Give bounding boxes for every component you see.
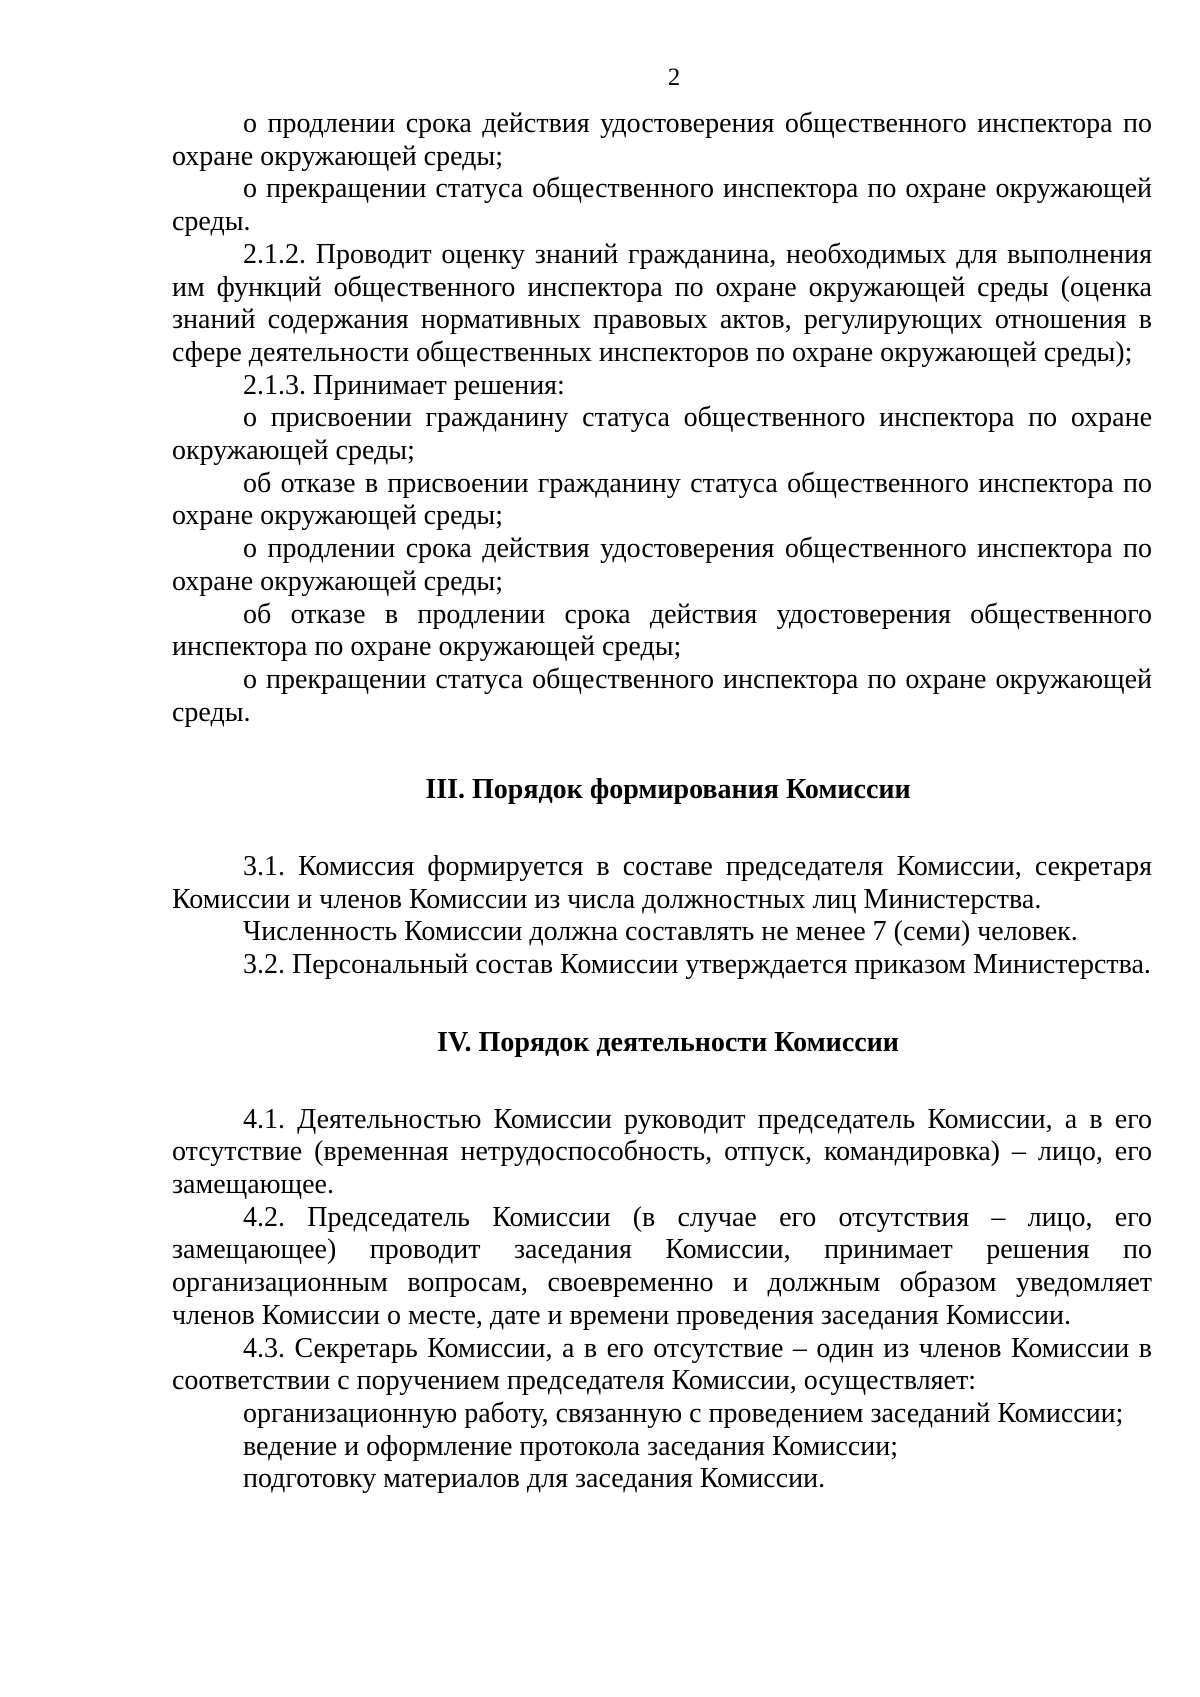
paragraph: Численность Комиссии должна составлять не менее 7 (семи) человек.	[243, 916, 1078, 948]
paragraph: о прекращении статуса общественного инспектора по охране окружающей среды.	[172, 663, 1152, 728]
paragraph: об отказе в присвоении гражданину статуса общественного инспектора по охране окружающей среды;	[172, 467, 1152, 532]
document-page	[172, 62, 1152, 1496]
paragraph: о продлении срока действия удостоверения общественного инспектора по охране окружающей среды;	[172, 108, 1152, 172]
paragraph: об отказе в продлении срока действия удостоверения общественного инспектора по охране окружающей среды;	[172, 598, 1152, 663]
paragraph: 2.1.2. Проводит оценку знаний гражданина, необходимых для выполнения им функций общественного инспектора по охране окружающей среды (оценка знаний содержания нормативных правовых актов, регулирующих отношения в сфере деятельности общественных инспекторов по охране окружающей среды);	[172, 238, 1152, 368]
paragraph: о прекращении статуса общественного инспектора по охране окружающей среды.	[172, 173, 1152, 238]
page-number: 2	[667, 64, 681, 91]
paragraph: о продлении срока действия удостоверения общественного инспектора по охране окружающей среды;	[172, 533, 1152, 597]
section-heading-3: III. Порядок формирования Комиссии	[425, 774, 911, 806]
paragraph: подготовку материалов для заседания Комиссии.	[243, 1463, 826, 1495]
paragraph: ведение и оформление протокола заседания Комиссии;	[243, 1430, 898, 1462]
paragraph: 4.3. Секретарь Комиссии, а в его отсутствие – один из членов Комиссии в соответствии с поручением председателя Комиссии, осуществляет:	[172, 1332, 1152, 1397]
paragraph: 3.2. Персональный состав Комиссии утверждается приказом Министерства.	[243, 949, 1151, 981]
paragraph: о присвоении гражданину статуса общественного инспектора по охране окружающей среды;	[172, 402, 1152, 467]
paragraph: 2.1.3. Принимает решения:	[243, 369, 565, 401]
paragraph: 3.1. Комиссия формируется в составе председателя Комиссии, секретаря Комиссии и членов Комиссии из числа должностных лиц Министерства.	[172, 851, 1152, 915]
paragraph: 4.1. Деятельностью Комиссии руководит председатель Комиссии, а в его отсутствие (временная нетрудоспособность, отпуск, командировка) – лицо, его замещающее.	[172, 1103, 1152, 1200]
section-heading-4: IV. Порядок деятельности Комиссии	[437, 1026, 899, 1058]
paragraph: 4.2. Председатель Комиссии (в случае его отсутствия – лицо, его замещающее) проводит заседания Комиссии, принимает решения по организационным вопросам, своевременно и должным образом уведомляет членов Комиссии о месте, дате и времени проведения заседания Комиссии.	[172, 1201, 1152, 1331]
paragraph: организационную работу, связанную с проведением заседаний Комиссии;	[243, 1397, 1124, 1429]
